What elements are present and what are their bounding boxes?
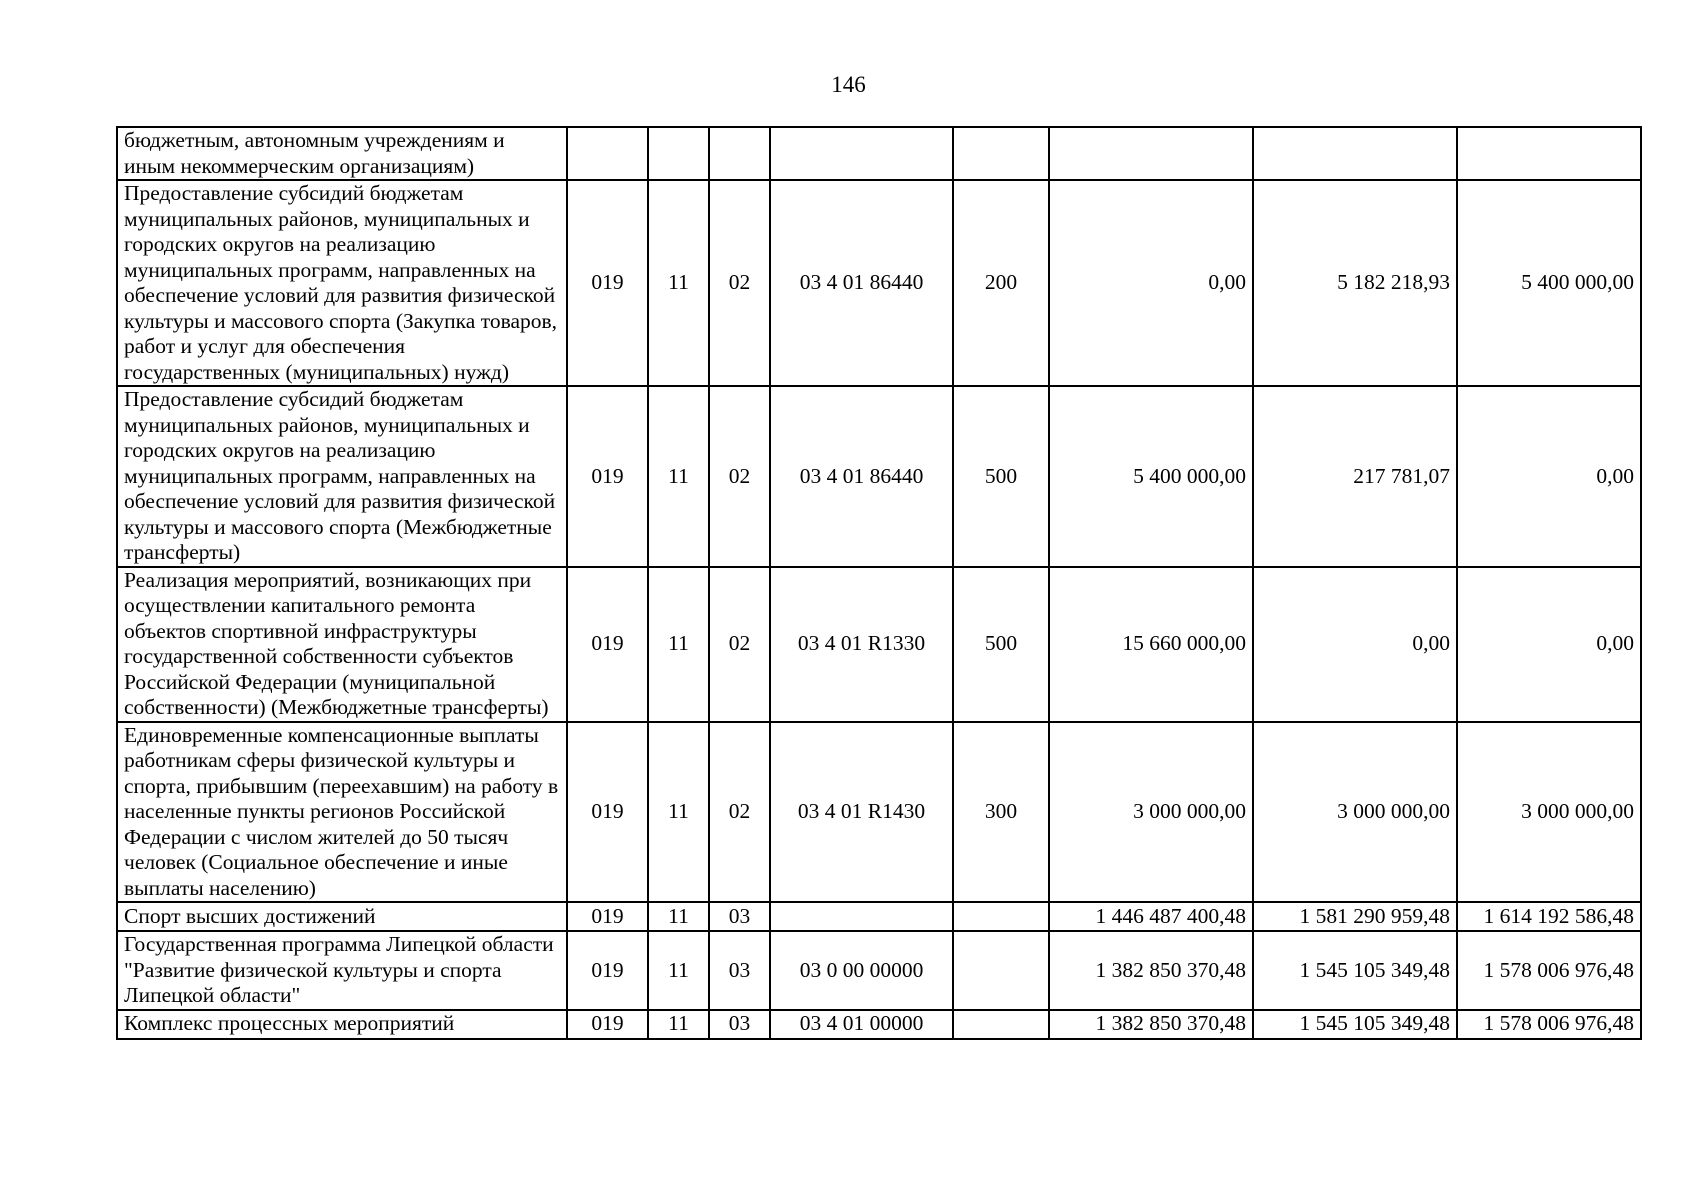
section-code: 11 [648,567,709,722]
ministry-code: 019 [567,180,648,386]
amount-year-1: 3 000 000,00 [1049,722,1253,903]
expense-type-code: 300 [953,722,1049,903]
subsection-code: 02 [709,386,770,567]
row-description: Спорт высших достижений [117,902,567,931]
subsection-code [709,127,770,180]
amount-year-3: 5 400 000,00 [1457,180,1641,386]
target-article-code [770,902,953,931]
table-row [117,722,1641,903]
row-description: бюджетным, автономным учреждениям и иным некоммерческим организациям) [117,127,567,180]
table-row [117,567,1641,722]
amount-year-2: 3 000 000,00 [1253,722,1457,903]
target-article-code: 03 0 00 00000 [770,931,953,1010]
row-description: Предоставление субсидий бюджетам муниципальных районов, муниципальных и городских округов на реализацию муниципальных программ, направленных на обеспечение условий для развития физической культуры и массового спорта (Межбюджетные трансферты) [117,386,567,567]
table-row [117,180,1641,386]
expense-type-code: 500 [953,567,1049,722]
amount-year-1: 1 382 850 370,48 [1049,931,1253,1010]
table-row [117,1010,1641,1039]
subsection-code: 02 [709,722,770,903]
budget-table [116,126,1642,1040]
expense-type-code [953,1010,1049,1039]
row-description: Предоставление субсидий бюджетам муниципальных районов, муниципальных и городских округов на реализацию муниципальных программ, направленных на обеспечение условий для развития физической культуры и массового спорта (Закупка товаров, работ и услуг для обеспечения государственных (муниципальных) нужд) [117,180,567,386]
amount-year-1 [1049,127,1253,180]
table-row [117,386,1641,567]
amount-year-2: 217 781,07 [1253,386,1457,567]
section-code: 11 [648,931,709,1010]
subsection-code: 03 [709,931,770,1010]
section-code: 11 [648,386,709,567]
row-description: Единовременные компенсационные выплаты работникам сферы физической культуры и спорта, прибывшим (переехавшим) на работу в населенные пункты регионов Российской Федерации с числом жителей до 50 тысяч человек (Социальное обеспечение и иные выплаты населению) [117,722,567,903]
expense-type-code [953,127,1049,180]
ministry-code: 019 [567,1010,648,1039]
amount-year-2: 1 545 105 349,48 [1253,1010,1457,1039]
expense-type-code [953,931,1049,1010]
target-article-code: 03 4 01 R1430 [770,722,953,903]
row-description: Реализация мероприятий, возникающих при осуществлении капитального ремонта объектов спортивной инфраструктуры государственной собственности субъектов Российской Федерации (муниципальной собственности) (Межбюджетные трансферты) [117,567,567,722]
subsection-code: 02 [709,180,770,386]
amount-year-3: 1 614 192 586,48 [1457,902,1641,931]
ministry-code: 019 [567,931,648,1010]
ministry-code: 019 [567,386,648,567]
target-article-code: 03 4 01 86440 [770,180,953,386]
table-row [117,127,1641,180]
ministry-code: 019 [567,567,648,722]
expense-type-code: 500 [953,386,1049,567]
subsection-code: 03 [709,902,770,931]
section-code: 11 [648,180,709,386]
amount-year-2: 1 545 105 349,48 [1253,931,1457,1010]
amount-year-1: 1 382 850 370,48 [1049,1010,1253,1039]
amount-year-3: 1 578 006 976,48 [1457,931,1641,1010]
target-article-code: 03 4 01 00000 [770,1010,953,1039]
amount-year-1: 15 660 000,00 [1049,567,1253,722]
target-article-code: 03 4 01 86440 [770,386,953,567]
amount-year-1: 5 400 000,00 [1049,386,1253,567]
subsection-code: 02 [709,567,770,722]
amount-year-1: 1 446 487 400,48 [1049,902,1253,931]
subsection-code: 03 [709,1010,770,1039]
amount-year-3 [1457,127,1641,180]
section-code: 11 [648,722,709,903]
table-row [117,931,1641,1010]
expense-type-code [953,902,1049,931]
target-article-code: 03 4 01 R1330 [770,567,953,722]
amount-year-3: 1 578 006 976,48 [1457,1010,1641,1039]
section-code: 11 [648,1010,709,1039]
page-number: 146 [831,72,866,97]
amount-year-2: 5 182 218,93 [1253,180,1457,386]
amount-year-3: 3 000 000,00 [1457,722,1641,903]
ministry-code [567,127,648,180]
amount-year-3: 0,00 [1457,386,1641,567]
amount-year-2: 1 581 290 959,48 [1253,902,1457,931]
expense-type-code: 200 [953,180,1049,386]
table-row [117,902,1641,931]
amount-year-2 [1253,127,1457,180]
target-article-code [770,127,953,180]
ministry-code: 019 [567,722,648,903]
amount-year-3: 0,00 [1457,567,1641,722]
row-description: Государственная программа Липецкой области "Развитие физической культуры и спорта Липецкой области" [117,931,567,1010]
amount-year-1: 0,00 [1049,180,1253,386]
amount-year-2: 0,00 [1253,567,1457,722]
section-code [648,127,709,180]
row-description: Комплекс процессных мероприятий [117,1010,567,1039]
ministry-code: 019 [567,902,648,931]
section-code: 11 [648,902,709,931]
